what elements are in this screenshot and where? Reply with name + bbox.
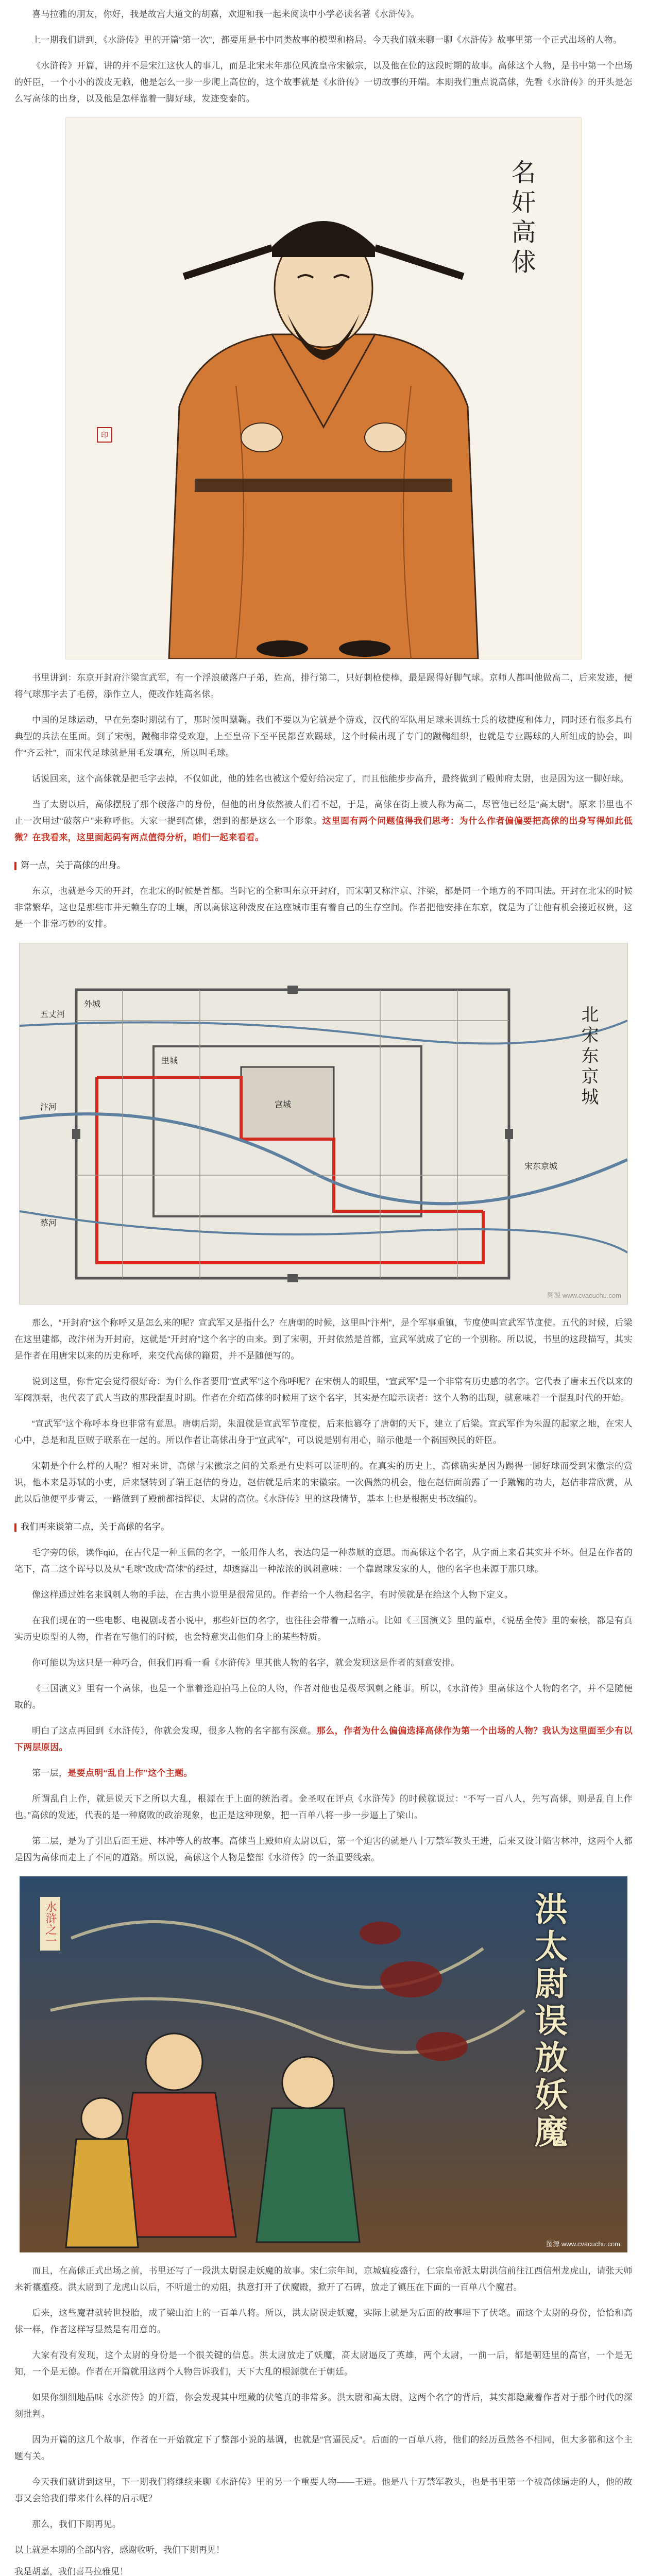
section-2-heading bbox=[14, 1519, 633, 1535]
map-title: 北宋东京城 bbox=[578, 1005, 599, 1108]
comic-subtitle: 水浒之一 bbox=[40, 1897, 60, 1951]
section-marker bbox=[14, 1523, 16, 1532]
comic-cover-image bbox=[20, 1876, 627, 2252]
section2-paragraph-6-text: 明白了这点再回到《水浒传》，你就会发现，很多人物的名字都有深意。 bbox=[32, 1726, 317, 1736]
map-label-bian-river: 汴河 bbox=[40, 1102, 57, 1112]
intro-paragraph-1: 喜马拉雅的朋友，你好，我是故宫大道文的胡嘉，欢迎和我一起来阅读中小学必读名著《水浒传》。 bbox=[32, 9, 420, 19]
article bbox=[14, 0, 633, 2576]
body3-paragraph-6: 今天我们就讲到这里，下一期我们将继续来聊《水浒传》里的另一个重要人物——王进。他是八十万禁军教头，也是书里第一个被高俅逼走的人，他的故事又会给我们带来什么样的启示呢？ bbox=[14, 2477, 633, 2503]
section2-paragraph-7-text: 第一层， bbox=[32, 1768, 68, 1778]
body1-paragraph-4 bbox=[14, 796, 633, 846]
section2-paragraph-2: 像这样通过姓名来讽刺人物的手法，在古典小说里是很常见的。作者给一个人物起名字，有时候就是在给这个人物下定义。 bbox=[32, 1590, 514, 1600]
map-label-outer-city: 外城 bbox=[84, 999, 101, 1009]
section-1-title: 第一点，关于高俅的出身。 bbox=[21, 860, 126, 870]
kaifeng-map-image bbox=[19, 943, 628, 1304]
body1-paragraph-4-text: 当了太尉以后，高俅摆脱了那个破落户的身份，但他的出身依然被人们看不起，于是，高俅在街上被人称为高二，尽管他已经是“高太尉”。原来书里也不止一次用过“破落户”来称呼他。大家一提到高俅，想到的都是这么一个形象。 bbox=[14, 800, 633, 826]
map-label-city: 宋东京城 bbox=[524, 1161, 558, 1171]
section2-paragraph-8: 所谓乱自上作，就是说天下之所以大乱，根源在于上面的统治者。金圣叹在评点《水浒传》的时候就说过：“不写一百八人，先写高俅，则是乱自上作也。”高俅的发迹，代表的是一种腐败的政治现象，也正是这种现象，把一百单八将一步一步逼上了梁山。 bbox=[14, 1794, 633, 1820]
section2-paragraph-7-emphasis: 是要点明“乱自上作”这个主题。 bbox=[67, 1768, 193, 1778]
body3-paragraph-2: 后来，这些魔君就转世投胎，成了梁山泊上的一百单八将。所以，洪太尉误走妖魔，实际上就是为后面的故事埋下了伏笔。而这个太尉的身份，恰恰和高俅一样，作者这样写显然是有用意的。 bbox=[14, 2308, 633, 2334]
body1-paragraph-3: 话说回来，这个高俅就是把毛字去掉，不仅如此，他的姓名也被这个爱好给决定了，而且他能步步高升，最终做到了殿帅府太尉，也是因为这一脚好球。 bbox=[32, 774, 629, 784]
portrait-seal: 印 bbox=[97, 427, 112, 443]
map-label-inner-city: 里城 bbox=[161, 1056, 178, 1065]
section2-paragraph-4: 你可能以为这只是一种巧合，但我们再看一看《水浒传》里其他人物的名字，就会发现这是作者的刻意安排。 bbox=[32, 1658, 460, 1668]
body3-paragraph-7: 那么，我们下期再见。 bbox=[32, 2519, 121, 2529]
city-map-illustration bbox=[20, 943, 627, 1304]
section2-paragraph-3: 在我们现在的一些电影、电视剧或者小说中，那些奸臣的名字，也往往会带着一点暗示。比如《三国演义》里的董卓，《说岳全传》里的秦桧，都是有真实历史原型的人物，作者在写他们的时候，也会特意突出他们身上的某些特质。 bbox=[14, 1616, 633, 1642]
map-label-palace: 宫城 bbox=[275, 1099, 292, 1109]
sign-off-line-1: 以上就是本期的全部内容，感谢收听，我们下期再见！ bbox=[14, 2545, 225, 2555]
comic-title: 洪太尉误放妖魔 bbox=[529, 1892, 568, 2151]
body2-paragraph-4: 宋朝是个什么样的人呢？相对来讲，高俅与宋徽宗之间的关系是有史料可以证明的。在真实的历史上，高俅确实是因为踢得一脚好球而受到宋徽宗的赏识，他本来是苏轼的小吏，后来辗转到了端王赵佶的身边，赵佶就是后来的宋徽宗。一次偶然的机会，他在赵佶面前露了一手蹴鞠的功夫，赵佶非常欣赏，从此以后他便平步青云，一路做到了殿前都指挥使、太尉的高位。《水浒传》里的这段情节，基本上也是根据史书改编的。 bbox=[14, 1461, 633, 1504]
body2-paragraph-1: 那么，“开封府”这个称呼又是怎么来的呢？宣武军又是指什么？在唐朝的时候，这里叫“汴州”，是个军事重镇，节度使叫宣武军节度使。五代的时候，后梁在这里建都，改汴州为开封府，这就是“开封府”这个名字的由来。到了宋朝，开封依然是首都，宣武军就成了它的一个别称。所以说，书里的这段描写，其实是作者在用唐宋以来的历史称呼，来交代高俅的籍贯，并不是随便写的。 bbox=[14, 1318, 633, 1361]
body2-paragraph-2: 说到这里，你肯定会觉得很好奇：为什么作者要用“宣武军”这个称呼呢？在宋朝人的眼里，“宣武军”是一个非常有历史感的名字。它代表了唐末五代以来的军阀割据，也代表了武人当政的那段混乱时期。作者在介绍高俅的时候用了这个名字，其实是在暗示读者：这个人物的出现，就意味着一个混乱时代的开始。 bbox=[14, 1377, 633, 1403]
comic-watermark: 图源 www.cvacuchu.com bbox=[546, 2240, 620, 2248]
body1-paragraph-2: 中国的足球运动，早在先秦时期就有了，那时候叫蹴鞠。我们不要以为它就是个游戏，汉代的军队用足球来训练士兵的敏捷度和体力，同时还有很多具有典型的兵法在里面。到了宋朝，蹴鞠非常受欢迎，上至皇帝下至平民都喜欢踢球，这个时候出现了专门的蹴鞠组织，也就是专业踢球的人所组成的协会，叫作“齐云社”，而宋代足球就是用毛发填充，所以叫毛球。 bbox=[14, 715, 633, 758]
gao-qiu-portrait-image bbox=[65, 117, 582, 659]
body3-paragraph-5: 因为开篇的这几个故事，作者在一开始就定下了整部小说的基调，也就是“官逼民反”。后面的一百单八将，他们的经历虽然各不相同，但大多都和这个主题有关。 bbox=[14, 2435, 633, 2461]
intro-paragraph-3: 《水浒传》开篇，讲的并不是宋江这伙人的事儿，而是北宋末年那位风流皇帝宋徽宗，以及他在位的这段时期的故事。高俅这个人物，是书中第一个出场的奸臣，一个小小的泼皮无赖，他是怎么一步一步爬上高位的，这个故事就是《水浒传》一切故事的开端。本期我们重点说高俅，先看《水浒传》的开头是怎么写高俅的出身，以及他是怎样靠着一脚好球，发迹变泰的。 bbox=[14, 61, 633, 104]
section1-paragraph-1: 东京，也就是今天的开封，在北宋的时候是首都。当时它的全称叫东京开封府，而宋朝又称汴京、汴梁，都是同一个地方的不同叫法。开封在北宋的时候非常繁华，这也是那些市井无赖生存的土壤，所以高俅这种泼皮在这座城市里有着自己的生存空间。作者把他安排在东京，就是为了让他有机会接近权贵，这是一个非常巧妙的安排。 bbox=[14, 886, 633, 929]
map-label-wuzhang-river: 五丈河 bbox=[40, 1009, 65, 1019]
section-1-heading bbox=[14, 857, 633, 874]
map-watermark: 图源 www.cvacuchu.com bbox=[547, 1292, 621, 1299]
intro-paragraph-2: 上一期我们讲到，《水浒传》里的开篇“第一次”，都要用是书中同类故事的模型和格局。今天我们就来聊一聊《水浒传》故事里第一个正式出场的人物。 bbox=[32, 35, 622, 45]
section2-paragraph-5: 《三国演义》里有一个高俅，也是一个靠着逢迎拍马上位的人物，作者对他也是极尽讽刺之能事。所以，《水浒传》里高俅这个人物的名字，并不是随便取的。 bbox=[14, 1684, 633, 1710]
body3-paragraph-1: 而且，在高俅正式出场之前，书里还写了一段洪太尉误走妖魔的故事。宋仁宗年间，京城瘟疫盛行，仁宗皇帝派太尉洪信前往江西信州龙虎山，请张天师来祈禳瘟疫。洪太尉到了龙虎山以后，不听道士的劝阻，执意打开了伏魔殿，掀开了石碑，放走了镇压在下面的一百单八个魔君。 bbox=[14, 2266, 633, 2292]
portrait-calligraphy: 名奸高俅 bbox=[507, 159, 536, 279]
section2-paragraph-1: 毛字旁的俅，读作qiú，在古代是一种玉佩的名字，一般用作人名，表达的是一种恭顺的意思。而高俅这个名字，从字面上来看其实并不坏。但是在作者的笔下，高二这个诨号以及从“毛球”改成“高俅”的经过，却透露出一种浓浓的讽刺意味：一个靠踢球发家的人，他的名字也来源于那只球。 bbox=[14, 1548, 633, 1574]
section2-paragraph-6-emphasis: 那么，作者为什么偏偏选择高俅作为第一个出场的人物？我认为这里面至少有以下两层原因。 bbox=[14, 1726, 633, 1752]
body2-paragraph-3: “宣武军”这个称呼本身也非常有意思。唐朝后期，朱温就是宣武军节度使，后来他篡夺了唐朝的天下，建立了后梁。宣武军作为朱温的起家之地，在宋人心中，总是和乱臣贼子联系在一起的。所以作者让高俅出身于“宣武军”，可以说是别有用心，暗示他是一个祸国殃民的奸臣。 bbox=[14, 1419, 633, 1445]
section2-paragraph-9: 第二层，是为了引出后面王进、林冲等人的故事。高俅当上殿帅府太尉以后，第一个迫害的就是八十万禁军教头王进，后来又设计陷害林冲，这两个人都是因为高俅而走上了不同的道路。所以说，高俅这个人物是整部《水浒传》的一条重要线索。 bbox=[14, 1836, 633, 1862]
section-2-title: 我们再来谈第二点，关于高俅的名字。 bbox=[21, 1522, 169, 1532]
body1-paragraph-1: 书里讲到：东京开封府汴梁宣武军，有一个浮浪破落户子弟，姓高，排行第二，只好刺枪使棒，最是踢得好脚气球。京师人都叫他做高二，后来发迹，便将气球那字去了毛傍，添作立人，便改作姓高名俅。 bbox=[14, 673, 633, 699]
sign-off-line-2: 我是胡嘉，我们喜马拉雅见！ bbox=[14, 2567, 128, 2576]
section2-paragraph-7 bbox=[14, 1765, 633, 1782]
body1-paragraph-4-emphasis: 这里面有两个问题值得我们思考：为什么作者偏偏要把高俅的出身写得如此低微？在我看来，这里面起码有两点值得分析，咱们一起来看看。 bbox=[14, 816, 633, 842]
body3-paragraph-3: 大家有没有发现，这个太尉的身份是一个很关键的信息。洪太尉放走了妖魔，高太尉逼反了英雄，两个太尉，一前一后，都是朝廷里的高官，一个是无知，一个是无德。作者在开篇就用这两个人物告诉我们，天下大乱的根源就在于朝廷。 bbox=[14, 2350, 633, 2377]
map-label-cai-river: 蔡河 bbox=[40, 1218, 57, 1228]
body3-paragraph-4: 如果你细细地品味《水浒传》的开篇，你会发现其中埋藏的伏笔真的非常多。洪太尉和高太尉，这两个名字的背后，其实都隐藏着作者对于那个时代的深刻批判。 bbox=[14, 2393, 633, 2419]
section2-paragraph-6 bbox=[14, 1723, 633, 1756]
section-marker bbox=[14, 862, 16, 870]
